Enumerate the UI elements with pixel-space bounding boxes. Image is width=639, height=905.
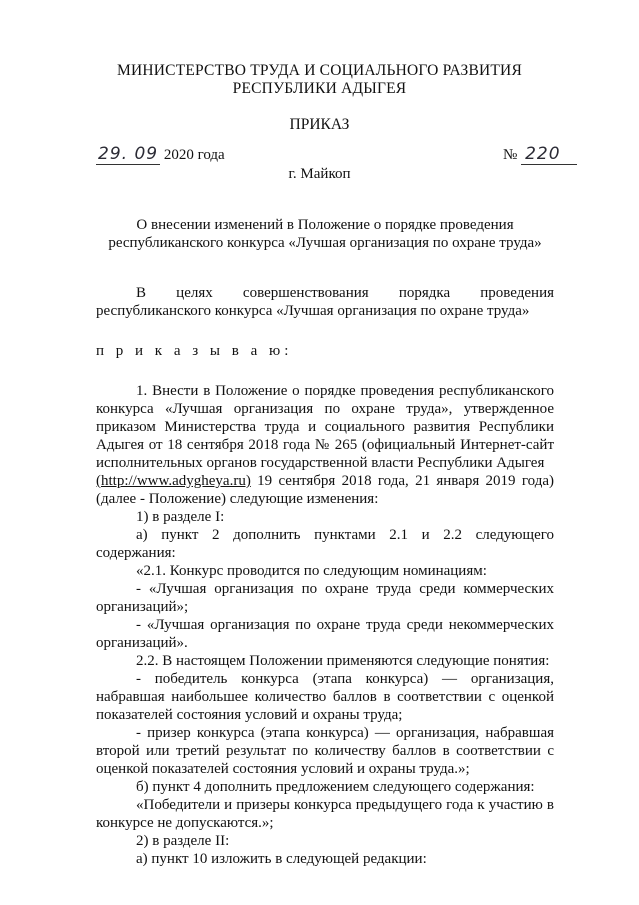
- section-1-paragraph: 1) в разделе I:: [136, 509, 225, 525]
- winner-definition-paragraph: - победитель конкурса (этапа конкурса) — организация, набравшая наибольшее количество баллов в соответствии с оценкой показателей состояния условий и охраны труда;: [96, 671, 554, 723]
- order-number: [503, 144, 577, 165]
- ministry-header: [0, 62, 639, 98]
- point-10-paragraph: а) пункт 10 изложить в следующей редакции:: [136, 851, 427, 867]
- section-2-paragraph: 2) в разделе II:: [136, 833, 230, 849]
- preamble-paragraph: В целях совершенствования порядка проведения республиканского конкурса «Лучшая организация по охране труда»: [96, 285, 554, 319]
- order-title: ПРИКАЗ: [289, 116, 350, 133]
- ministry-name-line1: МИНИСТЕРСТВО ТРУДА И СОЦИАЛЬНОГО РАЗВИТИЯ: [117, 62, 522, 79]
- point-4-paragraph: б) пункт 4 дополнить предложением следующего содержания:: [136, 779, 535, 795]
- directive-heading: п р и к а з ы в а ю:: [96, 343, 293, 359]
- clause-2-2-paragraph: 2.2. В настоящем Положении применяются следующие понятия:: [136, 653, 550, 669]
- website-link[interactable]: (http://www.adygheya.ru): [96, 473, 251, 489]
- ministry-name-line2: РЕСПУБЛИКИ АДЫГЕЯ: [232, 80, 407, 97]
- subject-line1: О внесении изменений в Положение о порядке проведения: [136, 217, 514, 233]
- nomination-1-paragraph: - «Лучшая организация по охране труда среди коммерческих организаций»;: [96, 581, 554, 615]
- order-body: [96, 284, 554, 868]
- handwritten-number: 220: [521, 144, 577, 165]
- point-2-paragraph: а) пункт 2 дополнить пунктами 2.1 и 2.2 следующего содержания:: [96, 527, 554, 561]
- order-city: г. Майкоп: [288, 166, 351, 182]
- handwritten-date: 29. 09: [98, 144, 159, 164]
- nomination-2-paragraph: - «Лучшая организация по охране труда среди некоммерческих организаций».: [96, 617, 554, 651]
- order-subject: [96, 216, 554, 252]
- prize-definition-paragraph: - призер конкурса (этапа конкурса) — организация, набравшая второй или третий результат по количеству баллов в соответствии с оценкой показателей состояния условий и охраны труда.»;: [96, 725, 554, 777]
- number-sign: №: [503, 147, 518, 163]
- winners-rule-paragraph: «Победители и призеры конкурса предыдущего года к участию в конкурсе не допускаются.»;: [96, 797, 554, 831]
- item-1-paragraph: [96, 382, 554, 508]
- item-1-text-cont: 19 сентября 2018 года, 21 января 2019 года) (далее - Положение) следующие изменения:: [96, 473, 554, 507]
- subject-line2: республиканского конкурса «Лучшая организация по охране труда»: [108, 235, 542, 251]
- item-1-text: 1. Внести в Положение о порядке проведения республиканского конкурса «Лучшая организация по охране труда», утвержденное приказом Министерства труда и социального развития Республики Адыгея от 18 сентября 2018 года № 265 (официальный Интернет-сайт исполнительных органов государственной власти Республики Адыгея: [96, 383, 554, 471]
- clause-2-1-paragraph: «2.1. Конкурс проводится по следующим номинациям:: [136, 563, 487, 579]
- date-year: 2020 года: [163, 147, 225, 163]
- order-date: [96, 144, 225, 164]
